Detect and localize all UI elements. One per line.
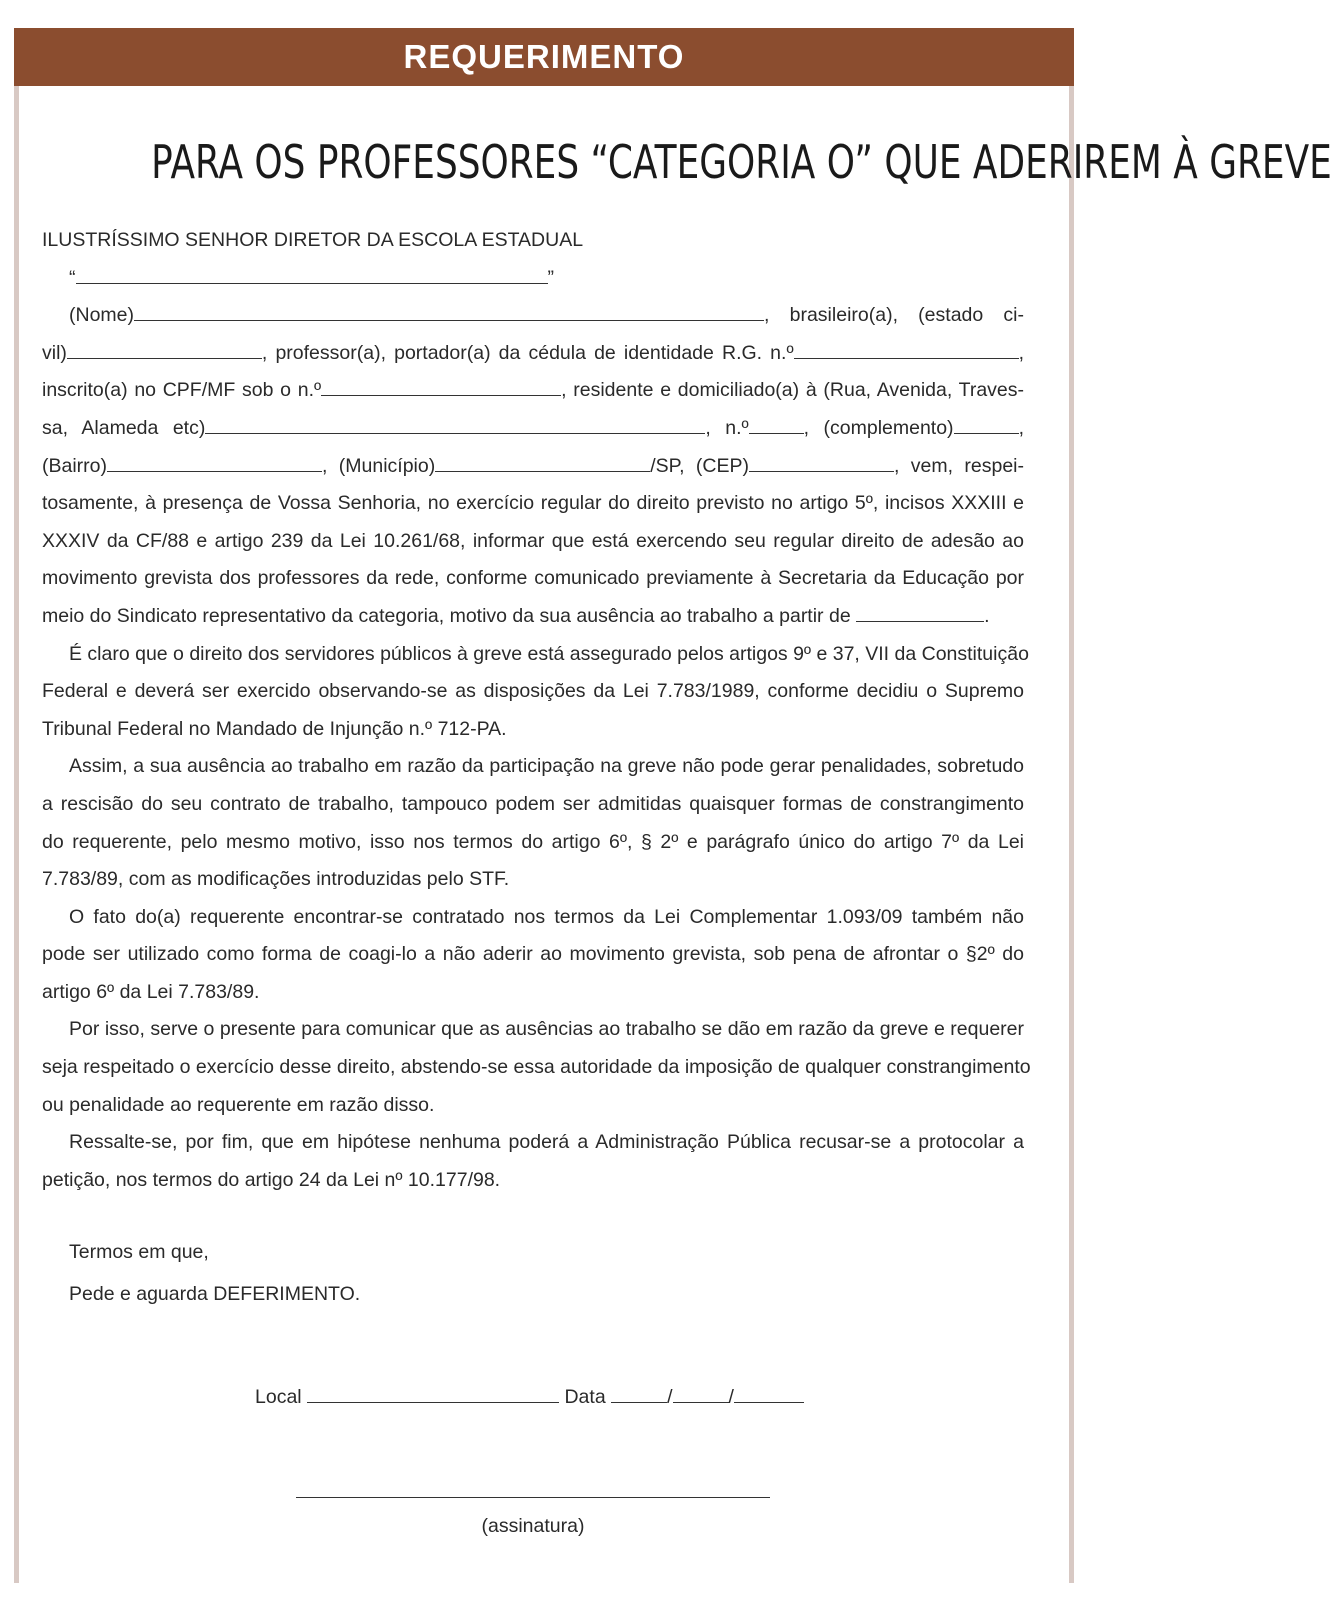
document-title: PARA OS PROFESSORES “CATEGORIA O” QUE ADERIREM À GREVE <box>151 135 1332 189</box>
date-slash: / <box>728 1386 734 1408</box>
text-municipio: , (Município) <box>322 454 436 477</box>
closing-pede: Pede e aguarda DEFERIMENTO. <box>69 1283 361 1306</box>
local-field[interactable] <box>307 1380 559 1403</box>
paragraph-line: do requerente, pelo mesmo motivo, isso nos termos do artigo 6º, § 2º e parágrafo único do artigo 7º da Lei <box>42 830 1024 853</box>
paragraph-line: O fato do(a) requerente encontrar-se contratado nos termos da Lei Complementar 1.093/09 também não <box>69 905 1024 928</box>
text-comma: , <box>1018 341 1024 364</box>
text-residente: , residente e domiciliado(a) à (Rua, Avenida, Traves- <box>561 379 1024 402</box>
banner-title: REQUERIMENTO <box>14 28 1074 86</box>
text-body-4: meio do Sindicato representativo da categoria, motivo da sua ausência ao trabalho a partir de <box>42 604 851 627</box>
local-data-row <box>255 1380 804 1409</box>
form-body <box>42 222 1031 1315</box>
paragraph-line: artigo 6º da Lei 7.783/89. <box>42 980 260 1003</box>
date-slash: / <box>667 1386 673 1408</box>
text-civil: vil) <box>42 341 67 364</box>
text-brasileiro: , brasileiro(a), (estado ci- <box>764 304 1024 327</box>
day-field[interactable] <box>611 1380 667 1403</box>
endereco-field[interactable] <box>205 411 705 434</box>
text-comma: , <box>1018 416 1024 439</box>
text-complemento: , (complemento) <box>803 416 954 439</box>
school-name-line <box>42 260 1024 298</box>
signature-label: (assinatura) <box>481 1515 585 1537</box>
paragraph-line: É claro que o direito dos servidores públicos à greve está assegurado pelos artigos 9º e 37, VII da Constituição <box>69 642 1029 665</box>
form-line-4 <box>42 410 1024 448</box>
body-line: tosamente, à presença de Vossa Senhoria, no exercício regular do direito previsto no artigo 5º, incisos XXXIII e <box>42 492 1024 515</box>
text-sp-cep: /SP, (CEP) <box>650 454 750 477</box>
month-field[interactable] <box>673 1380 729 1403</box>
text-alameda: sa, Alameda etc) <box>42 416 206 439</box>
paragraph-line: pode ser utilizado como forma de coagi-lo a não aderir ao movimento grevista, sob pena de afrontar o §2º do <box>42 943 1024 966</box>
open-quote: “ <box>69 266 76 289</box>
paragraph-line: a rescisão do seu contrato de trabalho, tampouco podem ser admitidas quaisquer formas de constrangimento <box>42 792 1024 815</box>
municipio-field[interactable] <box>435 449 650 472</box>
nome-label: (Nome) <box>69 304 135 327</box>
local-label: Local <box>255 1386 302 1408</box>
numero-field[interactable] <box>749 411 804 434</box>
data-label: Data <box>564 1386 606 1408</box>
text-numero: , n.º <box>705 416 749 439</box>
signature-field[interactable] <box>296 1497 770 1498</box>
form-line-1 <box>42 297 1024 335</box>
form-line-2 <box>42 335 1024 373</box>
salutation: ILUSTRÍSSIMO SENHOR DIRETOR DA ESCOLA ESTADUAL <box>42 229 584 251</box>
paragraph-line: petição, nos termos do artigo 24 da Lei nº 10.177/98. <box>42 1168 501 1191</box>
year-field[interactable] <box>734 1380 804 1403</box>
nome-field[interactable] <box>134 298 764 321</box>
body-line <box>42 598 1024 636</box>
school-name-field[interactable] <box>76 261 548 284</box>
body-line: movimento grevista dos professores da rede, conforme comunicado previamente à Secretaria da Educação por <box>42 567 1024 590</box>
text-professor: , professor(a), portador(a) da cédula de identidade R.G. n.º <box>261 341 794 364</box>
text-vem: , vem, respei- <box>894 454 1024 477</box>
complemento-field[interactable] <box>954 411 1019 434</box>
cep-field[interactable] <box>749 449 894 472</box>
data-inicio-field[interactable] <box>856 599 984 622</box>
cpf-field[interactable] <box>321 373 561 396</box>
text-period: . <box>984 604 990 627</box>
paragraph-line: seja respeitado o exercício desse direito, abstendo-se essa autoridade da imposição de qualquer constrangimento <box>42 1056 1031 1079</box>
paragraph-line: Assim, a sua ausência ao trabalho em razão da participação na greve não pode gerar penalidades, sobretudo <box>69 755 1024 778</box>
paragraph-line: Federal e deverá ser exercido observando-se as disposições da Lei 7.783/1989, conforme decidiu o Supremo <box>42 680 1024 703</box>
paragraph-line: Por isso, serve o presente para comunicar que as ausências ao trabalho se dão em razão da greve e requerer <box>69 1018 1024 1041</box>
text-bairro: (Bairro) <box>42 454 108 477</box>
paragraph-line: Ressalte-se, por fim, que em hipótese nenhuma poderá a Administração Pública recusar-se a protocolar a <box>69 1131 1024 1154</box>
paragraph-line: 7.783/89, com as modificações introduzidas pelo STF. <box>42 868 510 891</box>
close-quote: ” <box>547 266 554 289</box>
closing-termos: Termos em que, <box>69 1241 209 1264</box>
paragraph-line: ou penalidade ao requerente em razão disso. <box>42 1093 435 1116</box>
paragraph-line: Tribunal Federal no Mandado de Injunção n.º 712-PA. <box>42 717 507 740</box>
bairro-field[interactable] <box>107 449 322 472</box>
text-cpf: inscrito(a) no CPF/MF sob o n.º <box>42 379 322 402</box>
form-line-3 <box>42 372 1024 410</box>
rg-field[interactable] <box>794 336 1019 359</box>
estado-civil-field[interactable] <box>67 336 262 359</box>
body-line: XXXIV da CF/88 e artigo 239 da Lei 10.261/68, informar que está exercendo seu regular direito de adesão ao <box>42 529 1024 552</box>
form-line-5 <box>42 448 1024 486</box>
